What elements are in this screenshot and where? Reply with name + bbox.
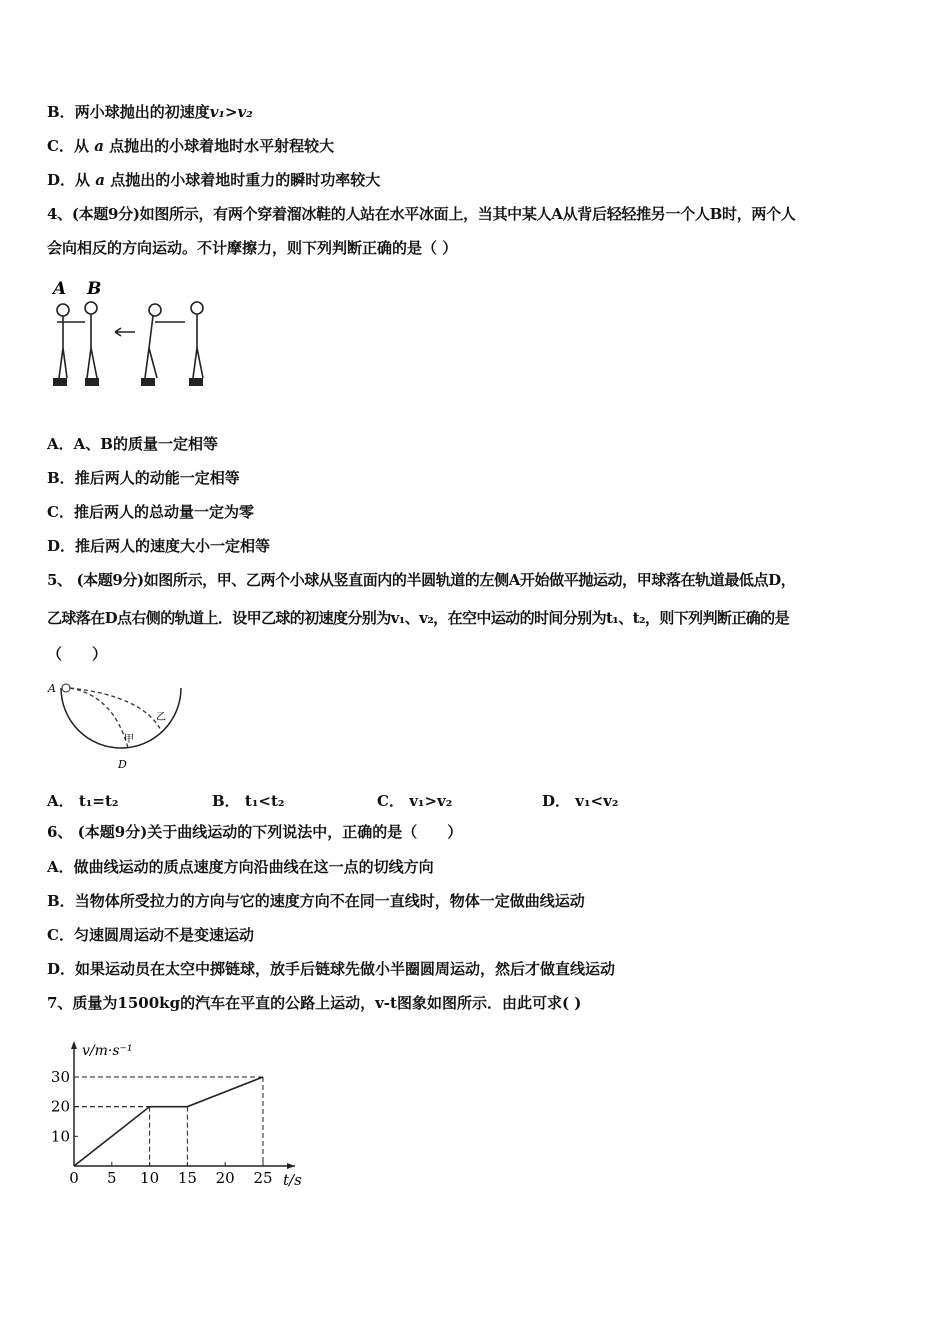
option-var: a [94, 137, 104, 155]
figure-label-a: A [53, 279, 67, 299]
q5-stem-line1: 5、 (本题9分)如图所示，甲、乙两个小球从竖直面内的半圆轨道的左侧A开始做平抛运动，甲球落在轨道最低点D， [47, 571, 796, 589]
label-d: D [118, 758, 127, 771]
option-text: 从 [73, 137, 89, 155]
option-label: D． [47, 171, 76, 189]
option-text: 当物体所受拉力的方向与它的速度方向不在同一直线时，物体一定做曲线运动 [74, 892, 585, 910]
option-label: B． [47, 103, 75, 121]
q5-stem-line2: 乙球落在D点右侧的轨道上．设甲乙球的初速度分别为v₁、v₂，在空中运动的时间分别为t₁、t₂，则下列判断正确的是 [47, 609, 789, 627]
option-text: 推后两人的动能一定相等 [74, 469, 240, 487]
option-text: 做曲线运动的质点速度方向沿曲线在这一点的切线方向 [73, 858, 434, 876]
q5-stem-line3: （ ） [47, 645, 108, 663]
option-text: v₁<v₂ [575, 792, 619, 810]
velocity-line [74, 1077, 263, 1166]
x-axis-arrow [287, 1163, 295, 1169]
option-text: 点抛出的小球着地时重力的瞬时功率较大 [110, 171, 381, 189]
option-label: C． [47, 926, 74, 944]
y-axis-arrow [71, 1041, 77, 1049]
x-tick-label: 20 [215, 1169, 235, 1187]
q4-stem-line2: 会向相反的方向运动。不计摩擦力，则下列判断正确的是（ ） [47, 239, 458, 257]
option-text: 推后两人的总动量一定为零 [73, 503, 254, 521]
option-label: C． [47, 503, 74, 521]
y-tick-label: 20 [50, 1097, 70, 1116]
option-text: 匀速圆周运动不是变速运动 [73, 926, 254, 944]
option-label: A． [47, 435, 74, 453]
option-label: B． [47, 469, 75, 487]
option-text: 两小球抛出的初速度 [74, 103, 210, 121]
x-tick-label: 15 [177, 1169, 197, 1187]
option-label: A． [47, 858, 74, 876]
option-text: 点抛出的小球着地时水平射程较大 [109, 137, 335, 155]
option-label: C． [47, 137, 74, 155]
option-text: v₁>v₂ [409, 792, 453, 810]
option-label: D． [47, 537, 76, 555]
option-text: t₁=t₂ [78, 792, 119, 810]
option-text: 推后两人的速度大小一定相等 [75, 537, 271, 555]
label-a: A [48, 682, 56, 695]
figure-label-b: B [87, 279, 102, 299]
option-label: A． [47, 792, 74, 810]
label-jia: 甲 [124, 734, 134, 745]
x-tick-label: 25 [253, 1169, 273, 1187]
option-formula: v₁>v₂ [209, 103, 253, 121]
x-tick-label: 0 [69, 1169, 79, 1187]
option-label: D． [47, 960, 76, 978]
option-text: 从 [75, 171, 91, 189]
y-tick-label: 10 [50, 1127, 70, 1146]
option-text: A、B的质量一定相等 [73, 435, 218, 453]
x-tick-label: 5 [107, 1169, 117, 1187]
option-label: B． [47, 892, 75, 910]
option-var: a [95, 171, 105, 189]
q6-stem: 6、 (本题9分)关于曲线运动的下列说法中，正确的是（ ） [47, 823, 463, 841]
x-axis-label: t/s [283, 1171, 302, 1189]
y-axis-label: v/m·s⁻¹ [82, 1043, 133, 1059]
option-text: t₁<t₂ [244, 792, 285, 810]
option-label: B． [212, 792, 240, 810]
q7-stem: 7、质量为1500kg的汽车在平直的公路上运动，v-t图象如图所示．由此可求( ) [47, 994, 582, 1012]
option-label: D． [542, 792, 571, 810]
option-label: C． [377, 792, 404, 810]
option-text: 如果运动员在太空中掷链球，放手后链球先做小半圈圆周运动，然后才做直线运动 [75, 960, 616, 978]
label-yi: 乙 [156, 712, 166, 723]
x-tick-label: 10 [140, 1169, 160, 1187]
q4-stem-line1: 4、(本题9分)如图所示，有两个穿着溜冰鞋的人站在水平冰面上，当其中某人A从背后轻轻推另一个人B时，两个人 [47, 205, 796, 223]
y-tick-label: 30 [50, 1068, 70, 1086]
